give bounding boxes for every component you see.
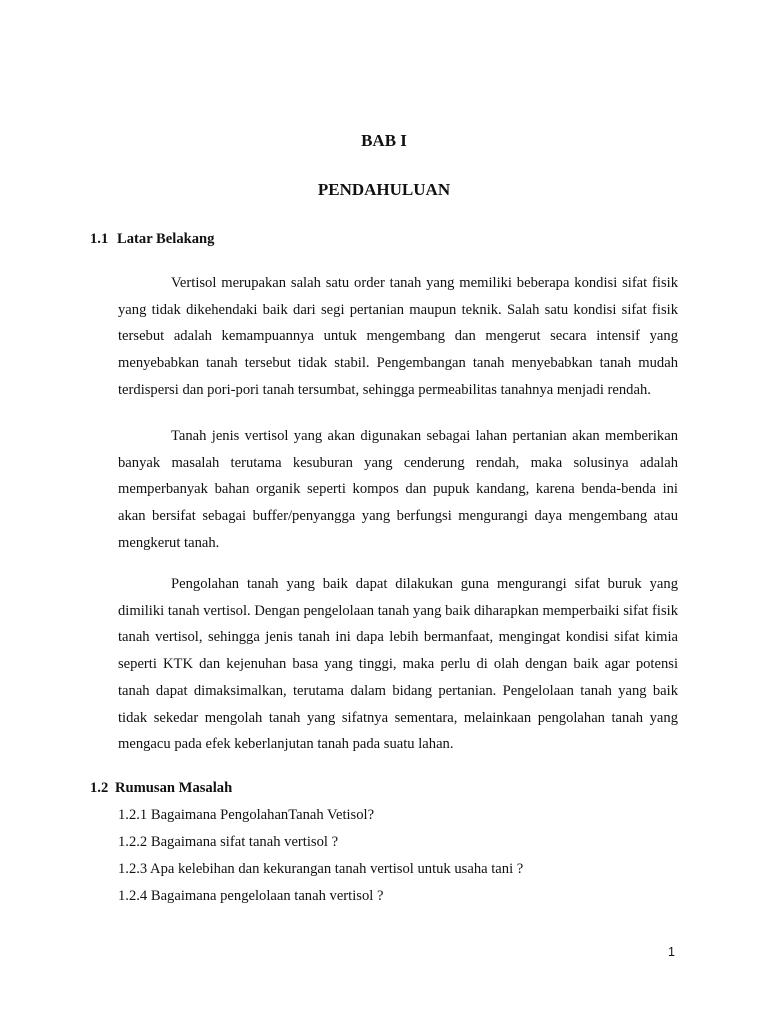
paragraph: Tanah jenis vertisol yang akan digunakan sebagai lahan pertanian akan memberikan banyak masalah terutama kesuburan yang cenderung rendah, maka solusinya adalah memperbanyak bahan organik seperti kompos dan pupuk kandang, karena benda-benda ini akan bersifat sebagai buffer/penyangga yang berfungsi mengurangi daya mengembang atau mengkerut tanah. <box>118 428 678 551</box>
list-item: 1.2.4 Bagaimana pengelolaan tanah vertisol ? <box>118 888 384 904</box>
section-title: Latar Belakang <box>117 231 215 247</box>
paragraph: Pengolahan tanah yang baik dapat dilakukan guna mengurangi sifat buruk yang dimiliki tanah vertisol. Dengan pengelolaan tanah yang baik diharapkan memperbaiki sifat fisik tanah vertisol, sehingga jenis tanah ini dapa lebih bermanfaat, mengingat kondisi sifat kimia seperti KTK dan kejenuhan basa yang tinggi, maka perlu di olah dengan baik agar potensi tanah dapat dimaksimalkan, terutama dalam bidang pertanian. Pengelolaan tanah yang baik tidak sekedar mengolah tanah yang sifatnya sementara, melainkaan pengolahan tanah yang mengacu pada efek keberlanjutan tanah pada suatu lahan. <box>118 576 678 753</box>
list-item: 1.2.1 Bagaimana PengolahanTanah Vetisol? <box>118 807 375 823</box>
chapter-title: PENDAHULUAN <box>317 180 451 199</box>
page-number: 1 <box>668 945 675 959</box>
section-heading-rumusan-masalah <box>90 778 232 798</box>
section-number: 1.1 <box>90 231 109 247</box>
section-heading-latar-belakang <box>90 229 214 249</box>
list-item: 1.2.2 Bagaimana sifat tanah vertisol ? <box>118 834 339 850</box>
section-title: Rumusan Masalah <box>115 780 233 796</box>
research-question-list <box>118 802 523 910</box>
section-number: 1.2 <box>90 780 109 796</box>
chapter-number: BAB I <box>361 131 407 150</box>
list-item: 1.2.3 Apa kelebihan dan kekurangan tanah vertisol untuk usaha tani ? <box>118 861 524 877</box>
paragraph: Vertisol merupakan salah satu order tanah yang memiliki beberapa kondisi sifat fisik yang tidak dikehendaki baik dari segi pertanian maupun teknik. Salah satu kondisi sifat fisik tersebut adalah kemampuannya untuk mengembang dan mengerut secara intensif yang menyebabkan tanah tersebut tidak stabil. Pengembangan tanah menyebabkan tanah mudah terdispersi dan pori-pori tanah tersumbat, sehingga permeabilitas tanahnya menjadi rendah. <box>118 275 678 398</box>
